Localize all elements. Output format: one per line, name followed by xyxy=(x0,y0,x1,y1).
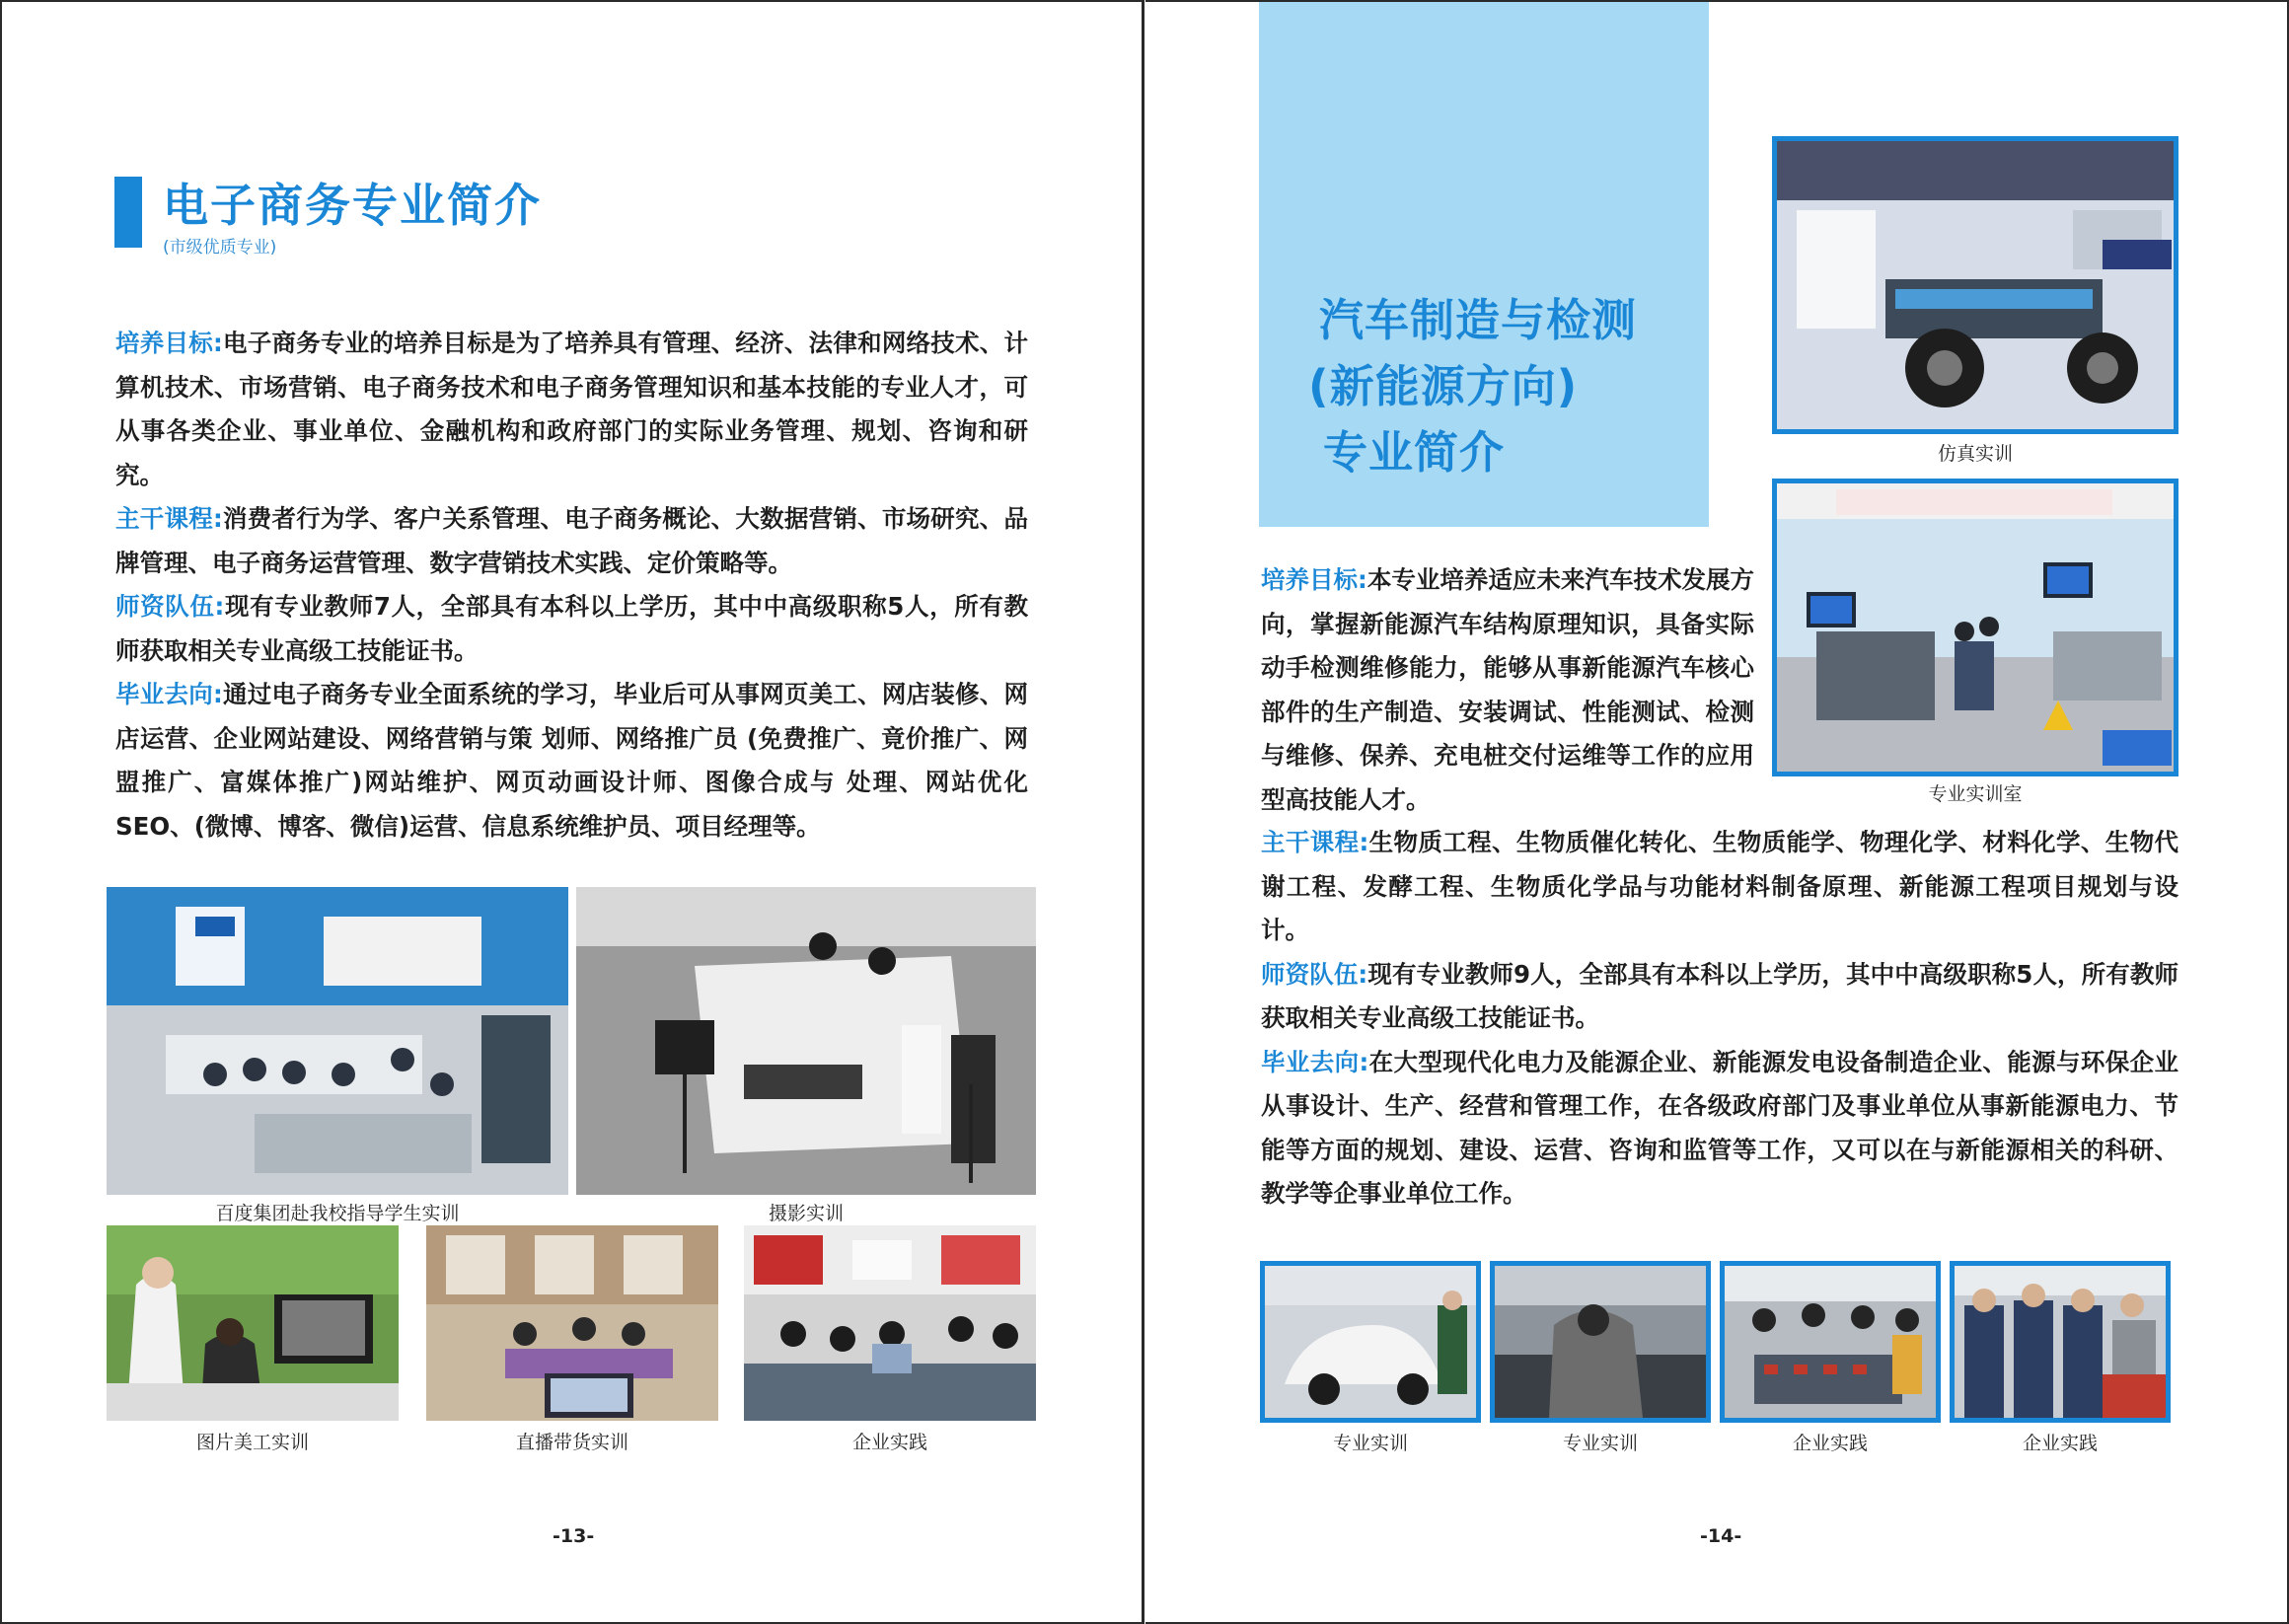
text-courses: 消费者行为学、客户关系管理、电子商务概论、大数据营销、市场研究、品牌管理、电子商务运营管理、数字营销技术实践、定价策略等。 xyxy=(115,504,1028,577)
title-accent-bar xyxy=(114,177,142,248)
text-courses: 生物质工程、生物质催化转化、生物质能学、物理化学、材料化学、生物代谢工程、发酵工程、生物质化学品与功能材料制备原理、新能源工程项目规划与设计。 xyxy=(1261,828,2178,944)
photo-bottom-3 xyxy=(1720,1261,1941,1423)
photo-bottom-4 xyxy=(1950,1261,2171,1423)
photo-photography-studio xyxy=(576,887,1036,1195)
text-careers: 在大型现代化电力及能源企业、新能源发电设备制造企业、能源与环保企业从事设计、生产、经营和管理工作，在各级政府部门及事业单位从事新能源电力、节能等方面的规划、建设、运营、咨询和监管等工作，又可以在与新能源相关的科研、教学等企事业单位工作。 xyxy=(1261,1047,2178,1208)
caption-bottom-3: 企业实践 xyxy=(1792,1433,1868,1454)
text-faculty: 现有专业教师7人，全部具有本科以上学历，其中中高级职称5人，所有教师获取相关专业高级工技能证书。 xyxy=(115,592,1028,665)
paragraph-careers xyxy=(115,673,1028,849)
label-courses: 主干课程: xyxy=(1261,828,1369,856)
page-subtitle: (市级优质专业) xyxy=(163,238,277,258)
photo-live-streaming xyxy=(426,1225,718,1421)
paragraph-faculty xyxy=(1261,953,2178,1041)
paragraph-courses xyxy=(115,497,1028,585)
caption-simulation: 仿真实训 xyxy=(1937,443,2013,465)
caption-live: 直播带货实训 xyxy=(515,1432,628,1453)
page-title-line-1: 汽车制造与检测 xyxy=(1319,294,1638,346)
caption-photography: 摄影实训 xyxy=(768,1203,844,1224)
photo-bottom-2 xyxy=(1490,1261,1711,1423)
text-faculty: 现有专业教师9人，全部具有本科以上学历，其中中高级职称5人，所有教师获取相关专业高级工技能证书。 xyxy=(1261,959,2178,1032)
page-number: -13- xyxy=(553,1525,595,1547)
text-careers: 通过电子商务专业全面系统的学习，毕业后可从事网页美工、网店装修、网店运营、企业网站建设、网络营销与策 划师、网络推广员 (免费推广、竟价推广、网盟推广、富媒体推广)网站维护、网页动画设计师、图像合成与 处理、网站优化SEO、(微博、博客、微信)运营、信息系统维护员、项目经理等。 xyxy=(115,680,1028,841)
caption-baidu: 百度集团赴我校指导学生实训 xyxy=(215,1203,460,1224)
caption-bottom-4: 企业实践 xyxy=(2022,1433,2098,1454)
label-careers: 毕业去向: xyxy=(115,680,223,708)
intro-text xyxy=(115,322,1028,849)
text-goal: 电子商务专业的培养目标是为了培养具有管理、经济、法律和网络技术、计算机技术、市场营销、电子商务技术和电子商务管理知识和基本技能的专业人才，可从事各类企业、事业单位、金融机构和政府部门的实际业务管理、规划、咨询和研究。 xyxy=(115,329,1028,489)
page-13 xyxy=(0,0,1143,1624)
label-courses: 主干课程: xyxy=(115,504,223,533)
photo-training-lab xyxy=(1772,479,2178,776)
photo-art-design xyxy=(107,1225,399,1421)
photo-enterprise-practice-left xyxy=(744,1225,1036,1421)
goal-text xyxy=(1261,558,1754,822)
paragraph-courses xyxy=(1261,821,2178,953)
paragraph-careers xyxy=(1261,1041,2178,1217)
text-goal: 本专业培养适应未来汽车技术发展方向，掌握新能源汽车结构原理知识，具备实际动手检测维修能力，能够从事新能源汽车核心部件的生产制造、安装调试、性能测试、检测与维修、保养、充电桩交付运维等工作的应用型高技能人才。 xyxy=(1261,565,1754,814)
page-number: -14- xyxy=(1700,1525,1742,1547)
label-faculty: 师资队伍: xyxy=(1261,959,1368,989)
caption-lab: 专业实训室 xyxy=(1928,783,2023,805)
paragraph-goal xyxy=(115,322,1028,497)
photo-baidu-training xyxy=(107,887,568,1195)
label-careers: 毕业去向: xyxy=(1261,1047,1369,1076)
caption-enterprise: 企业实践 xyxy=(851,1432,927,1453)
caption-bottom-2: 专业实训 xyxy=(1562,1433,1638,1454)
details-text xyxy=(1261,821,2178,1217)
page-title-line-2: (新能源方向) xyxy=(1308,360,1579,412)
photo-bottom-1 xyxy=(1260,1261,1481,1423)
paragraph-faculty xyxy=(115,585,1028,673)
label-faculty: 师资队伍: xyxy=(115,592,225,621)
caption-bottom-1: 专业实训 xyxy=(1332,1433,1408,1454)
label-goal: 培养目标: xyxy=(115,329,223,357)
paragraph-goal xyxy=(1261,558,1754,822)
page-title-line-3: 专业简介 xyxy=(1323,426,1506,479)
photo-simulation-training xyxy=(1772,136,2178,434)
page-title: 电子商务专业简介 xyxy=(163,179,542,232)
book-spine xyxy=(1142,0,1144,1624)
page-14 xyxy=(1145,0,2289,1624)
label-goal: 培养目标: xyxy=(1261,565,1367,594)
caption-art: 图片美工实训 xyxy=(195,1432,309,1453)
